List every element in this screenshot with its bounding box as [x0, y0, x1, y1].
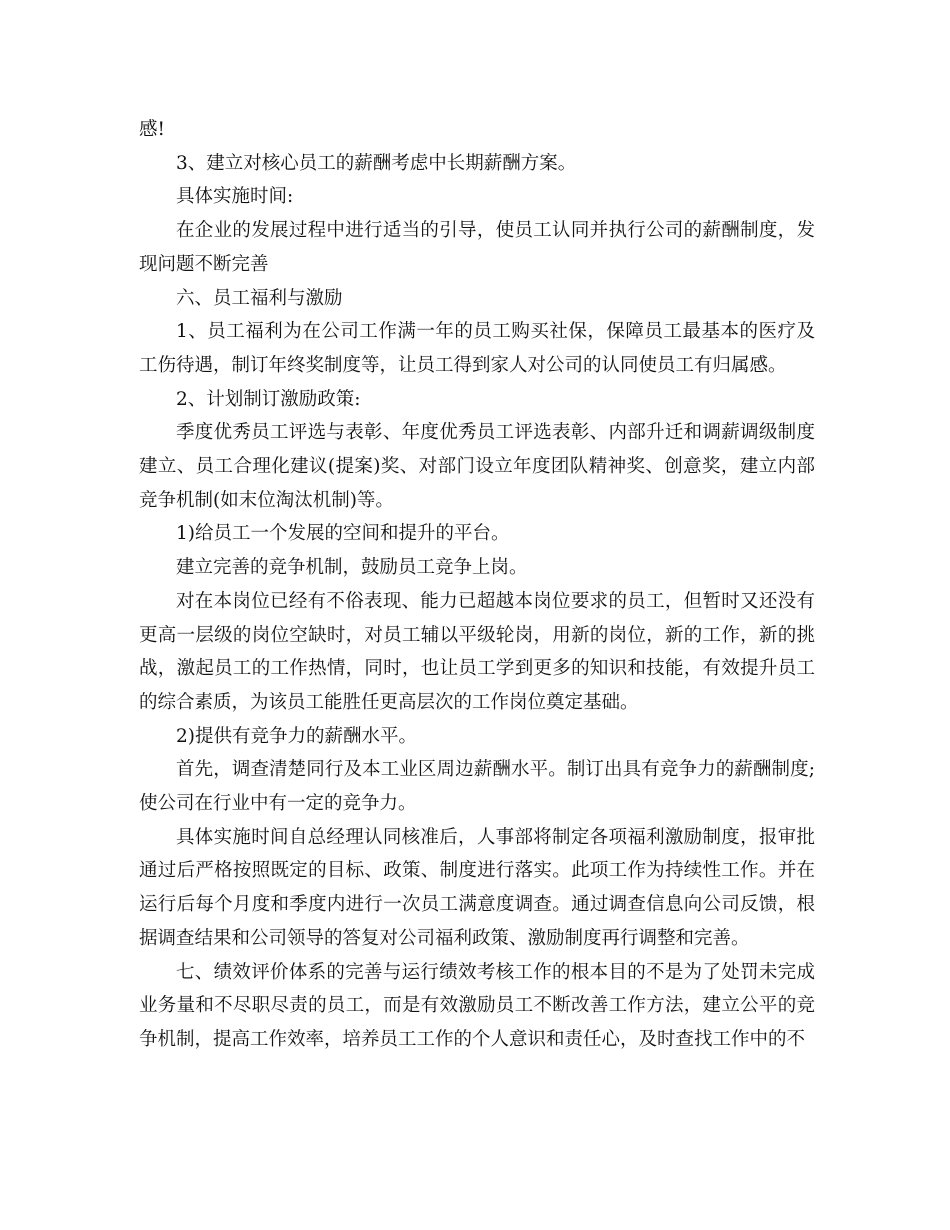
paragraph-10: 建立完善的竞争机制，鼓励员工竞争上岗。	[176, 557, 528, 579]
paragraph-2: 3、建立对核心员工的薪酬考虑中长期薪酬方案。	[176, 152, 577, 174]
section-heading-7: 七、绩效评价体系的完善与运行绩效考核工作的根本目的不是为了处罚未完成业务量和不尽职尽责的员工，而是有效激励员工不断改善工作方法，建立公平的竞争机制，提高工作效率，培养员工工作的个人意识和责任心，及时查找工作中的不	[139, 961, 815, 1050]
section-heading-6: 六、员工福利与激励	[176, 287, 343, 309]
document-body	[139, 113, 815, 1057]
paragraph-1: 感!	[139, 119, 165, 140]
paragraph-11: 对在本岗位已经有不俗表现、能力已超越本岗位要求的员工，但暂时又还没有更高一层级的岗位空缺时，对员工辅以平级轮岗，用新的岗位，新的工作，新的挑战，激起员工的工作热情，同时，也让员工学到更多的知识和技能，有效提升员工的综合素质，为该员工能胜任更高层次的工作岗位奠定基础。	[139, 590, 815, 713]
paragraph-14: 具体实施时间自总经理认同核准后，人事部将制定各项福利激励制度，报审批通过后严格按照既定的目标、政策、制度进行落实。此项工作为持续性工作。并在运行后每个月度和季度内进行一次员工满意度调查。通过调查信息向公司反馈，根据调查结果和公司领导的答复对公司福利政策、激励制度再行调整和完善。	[139, 826, 815, 949]
paragraph-9: 1)给员工一个发展的空间和提升的平台。	[176, 523, 510, 545]
paragraph-3: 具体实施时间:	[176, 186, 294, 208]
paragraph-12: 2)提供有竞争力的薪酬水平。	[176, 725, 417, 747]
paragraph-13: 首先，调查清楚同行及本工业区周边薪酬水平。制订出具有竞争力的薪酬制度;使公司在行业中有一定的竞争力。	[139, 759, 815, 815]
paragraph-4: 在企业的发展过程中进行适当的引导，使员工认同并执行公司的薪酬制度，发现问题不断完善	[139, 220, 815, 275]
paragraph-8: 季度优秀员工评选与表彰、年度优秀员工评选表彰、内部升迁和调薪调级制度建立、员工合理化建议(提案)奖、对部门设立年度团队精神奖、创意奖，建立内部竞争机制(如末位淘汰机制)等。	[139, 422, 815, 511]
paragraph-7: 2、计划制订激励政策:	[176, 388, 361, 410]
paragraph-6: 1、员工福利为在公司工作满一年的员工购买社保，保障员工最基本的医疗及工伤待遇，制订年终奖制度等，让员工得到家人对公司的认同使员工有归属感。	[139, 321, 815, 376]
